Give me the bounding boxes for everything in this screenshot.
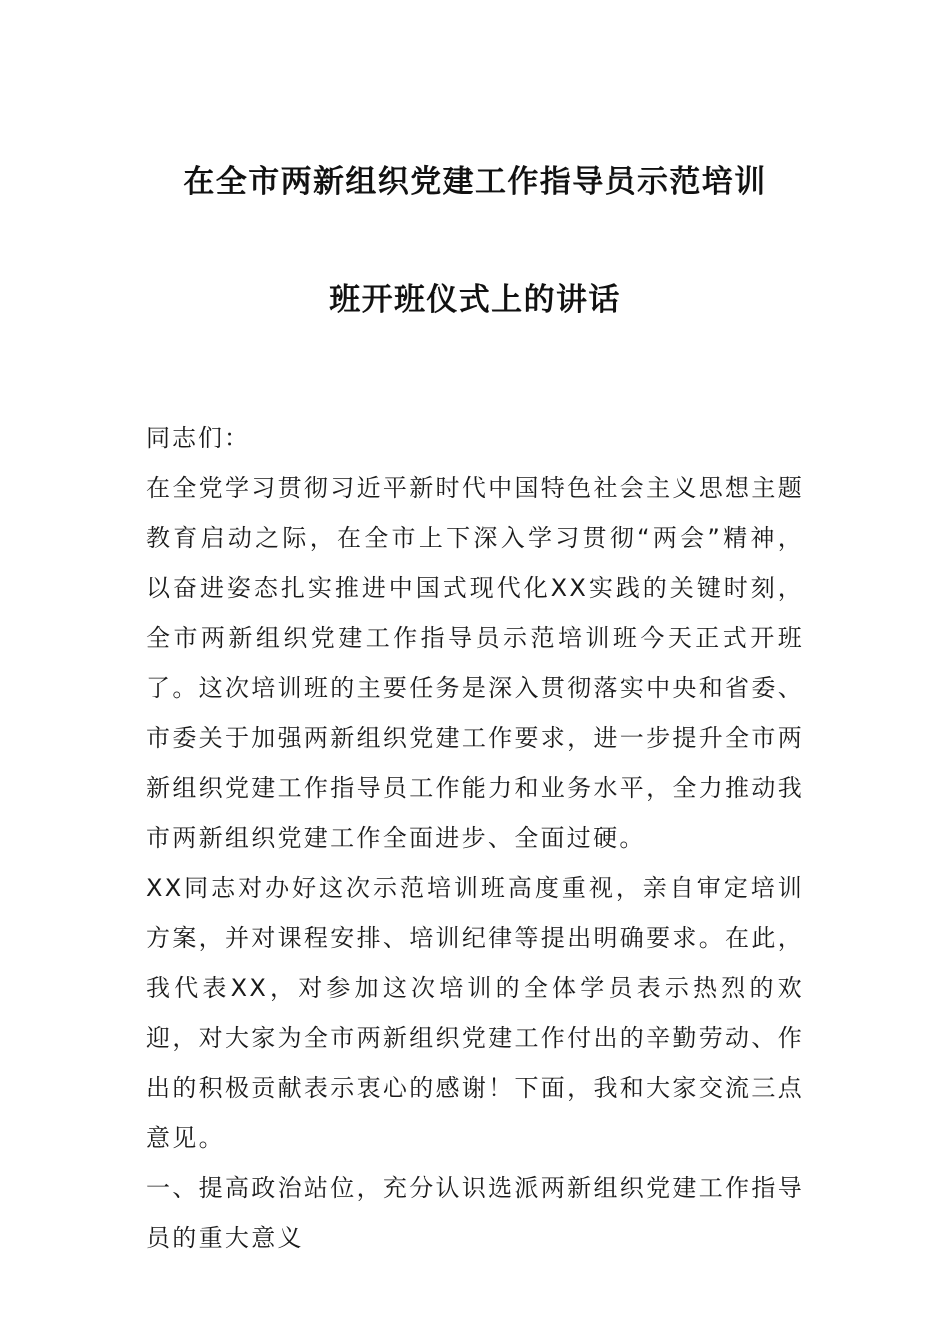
paragraph-intro: 在全党学习贯彻习近平新时代中国特色社会主义思想主题教育启动之际，在全市上下深入学习贯彻“两会”精神，以奋进姿态扎实推进中国式现代化XX实践的关键时刻，全市两新组织党建工作指导员示范培训班今天正式开班了。这次培训班的主要任务是深入贯彻落实中央和省委、市委关于加强两新组织党建工作要求，进一步提升全市两新组织党建工作指导员工作能力和业务水平，全力推动我市两新组织党建工作全面进步、全面过硬。 xyxy=(146,474,804,852)
section-heading-one: 一、提高政治站位，充分认识选派两新组织党建工作指导员的重大意义 xyxy=(146,1174,804,1252)
paragraph-thanks: XX同志对办好这次示范培训班高度重视，亲自审定培训方案，并对课程安排、培训纪律等提出明确要求。在此，我代表XX，对参加这次培训的全体学员表示热烈的欢迎，对大家为全市两新组织党建工作付出的辛勤劳动、作出的积极贡献表示衷心的感谢！下面，我和大家交流三点意见。 xyxy=(146,874,804,1152)
salutation: 同志们： xyxy=(146,424,250,452)
document-title-line-1: 在全市两新组织党建工作指导员示范培训 xyxy=(183,164,767,200)
document-body xyxy=(146,413,804,1263)
document-title-line-2: 班开班仪式上的讲话 xyxy=(329,282,621,318)
